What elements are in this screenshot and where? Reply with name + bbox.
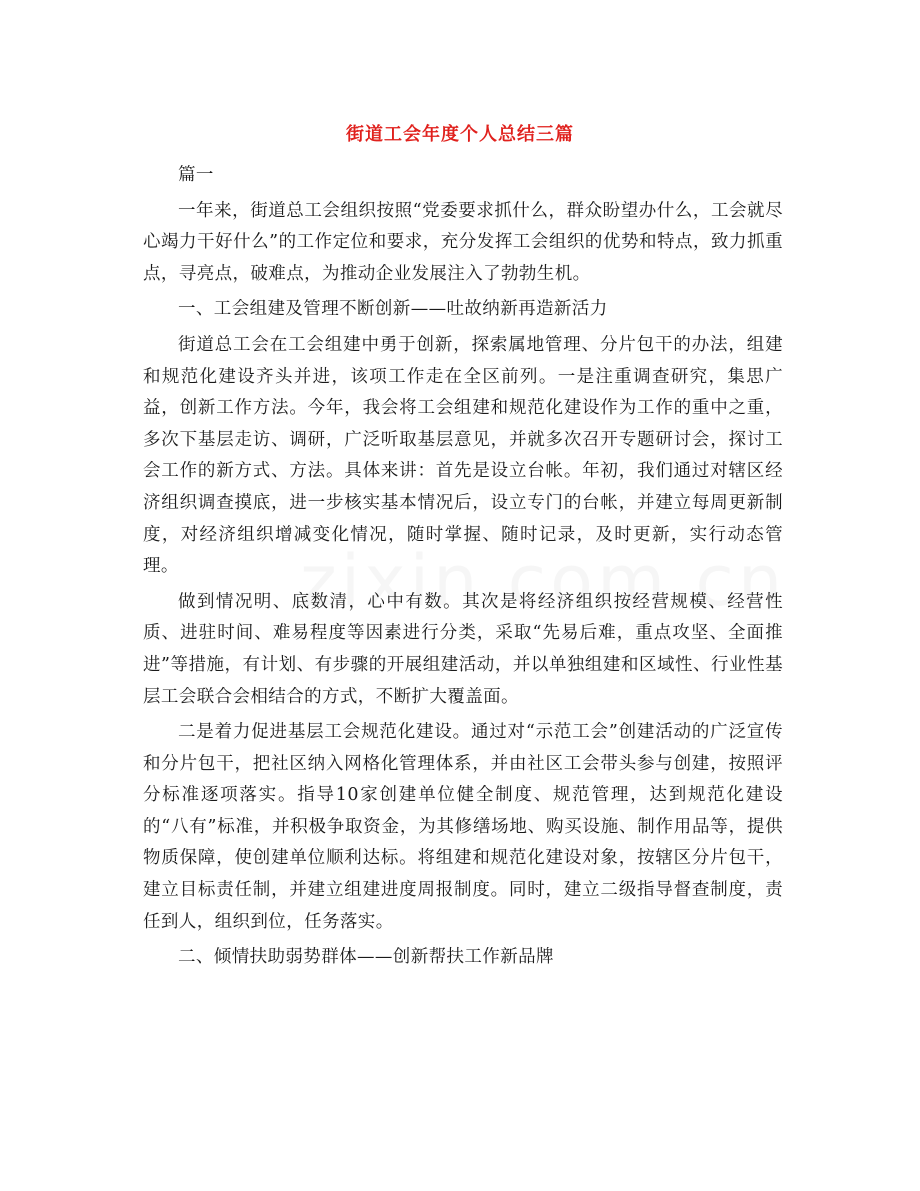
- paragraph-organization-building: 街道总工会在工会组建中勇于创新，探索属地管理、分片包干的办法，组建和规范化建设齐头并进，该项工作走在全区前列。一是注重调查研究，集思广益，创新工作方法。今年，我会将工会组建和规范化建设作为工作的重中之重，多次下基层走访、调研，广泛听取基层意见，并就多次召开专题研讨会，探讨工会工作的新方式、方法。具体来讲：首先是设立台帐。年初，我们通过对辖区经济组织调查摸底，进一步核实基本情况后，设立专门的台帐，并建立每周更新制度，对经济组织增减变化情况，随时掌握、随时记录，及时更新，实行动态管理。: [143, 334, 783, 577]
- document-body: [143, 160, 783, 978]
- heading-section-two: 二、倾情扶助弱势群体——创新帮扶工作新品牌: [178, 947, 554, 968]
- paragraph-classification: 做到情况明、底数清，心中有数。其次是将经济组织按经营规模、经营性质、进驻时间、难易程度等因素进行分类，采取“先易后难，重点攻坚、全面推进”等措施，有计划、有步骤的开展组建活动，并以单独组建和区域性、行业性基层工会联合会相结合的方式，不断扩大覆盖面。: [143, 591, 783, 707]
- section-label-part-one: 篇一: [178, 165, 214, 185]
- heading-section-one: 一、工会组建及管理不断创新——吐故纳新再造新活力: [178, 299, 608, 320]
- paragraph-intro: 一年来，街道总工会组织按照“党委要求抓什么，群众盼望办什么，工会就尽心竭力干好什么”的工作定位和要求，充分发挥工会组织的优势和特点，致力抓重点，寻亮点，破难点，为推动企业发展注入了勃勃生机。: [143, 200, 783, 284]
- paragraph-standardization: 二是着力促进基层工会规范化建设。通过对“示范工会”创建活动的广泛宣传和分片包干，把社区纳入网格化管理体系，并由社区工会带头参与创建，按照评分标准逐项落实。指导10家创建单位健全制度、规范管理，达到规范化建设的“八有”标准，并积极争取资金，为其修缮场地、购买设施、制作用品等，提供物质保障，使创建单位顺利达标。将组建和规范化建设对象，按辖区分片包干，建立目标责任制，并建立组建进度周报制度。同时，建立二级指导督查制度，责任到人，组织到位，任务落实。: [143, 722, 783, 932]
- document-title: 街道工会年度个人总结三篇: [346, 124, 574, 145]
